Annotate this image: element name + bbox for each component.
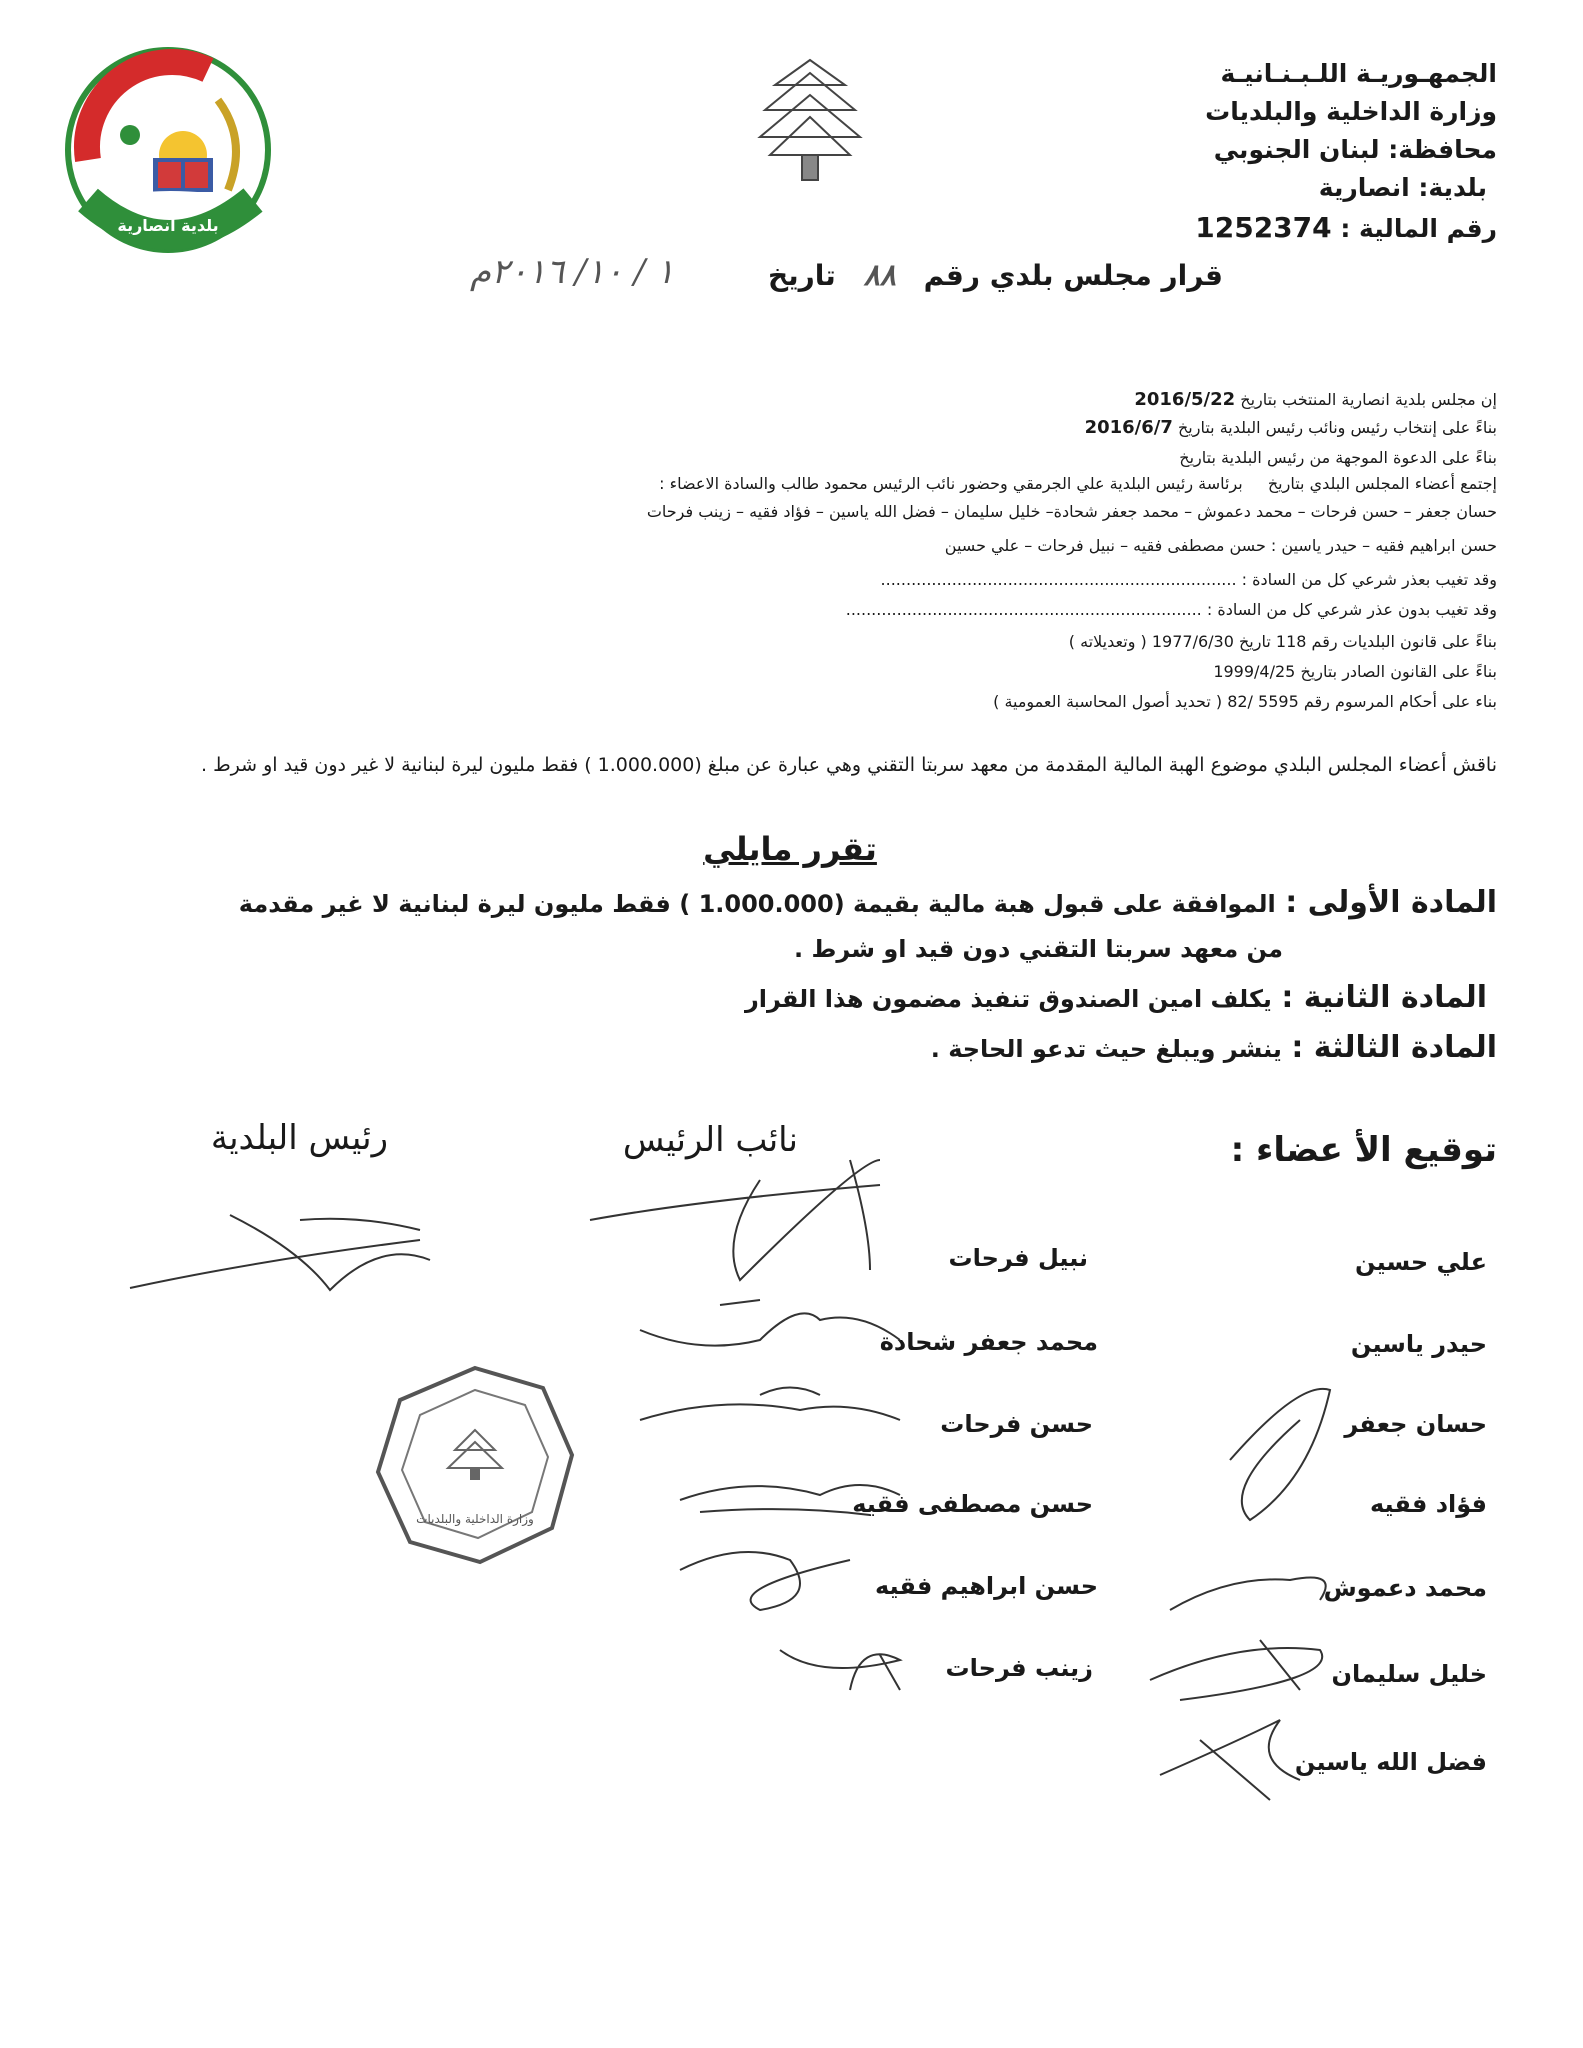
member-name: حسن ابراهيم فقيه	[874, 1572, 1098, 1600]
member-name: محمد جعفر شحادة	[879, 1328, 1098, 1356]
stamp-text: وزارة الداخلية والبلديات	[416, 1512, 534, 1526]
decision-title-prefix: قرار مجلس بلدي رقم	[923, 259, 1223, 292]
member-name: نبيل فرحات	[948, 1244, 1088, 1272]
deputy-signature	[590, 1160, 880, 1280]
finance-number: 1252374	[1195, 211, 1332, 244]
member-name: محمد دعموش	[1323, 1574, 1487, 1602]
attendees-line-2: حسن ابراهيم فقيه – حيدر ياسين : حسن مصطفى فقيه – نبيل فرحات – علي حسين	[944, 536, 1497, 555]
legal-basis-2: بناءً على القانون الصادر بتاريخ 1999/4/25	[1213, 662, 1497, 681]
signature-mark	[680, 1552, 850, 1610]
signature-mark	[1150, 1640, 1322, 1700]
signature-mark	[680, 1485, 900, 1515]
absent-unexcused: وقد تغيب بدون عذر شرعي كل من السادة : ......................................................................	[845, 600, 1497, 619]
legal-basis-1: بناءً على قانون البلديات رقم 118 تاريخ 1977/6/30 ( وتعديلاته )	[1068, 632, 1497, 651]
preamble-line-3: بناءً على الدعوة الموجهة من رئيس البلدية بتاريخ	[1179, 448, 1497, 467]
member-name: حيدر ياسين	[1350, 1330, 1487, 1358]
member-name: زينب فرحات	[945, 1654, 1093, 1682]
article-third-label: المادة الثالثة :	[1291, 1030, 1497, 1065]
discussion-paragraph: ناقش أعضاء المجلس البلدي موضوع الهبة المالية المقدمة من معهد سربتا التقني وهي عبارة عن مبلغ (1.000.000 ) فقط مليون ليرة لبنانية لا غير دون قيد او شرط .	[201, 754, 1497, 776]
member-name: حسان جعفر	[1344, 1410, 1487, 1438]
official-stamp	[370, 1360, 580, 1570]
member-name: حسن فرحات	[940, 1410, 1093, 1438]
municipality-name: بلدية: انصارية	[1318, 173, 1487, 202]
article-first-cont: من معهد سربتا التقني دون قيد او شرط .	[794, 935, 1283, 963]
signature-mark	[640, 1300, 900, 1346]
governorate: محافظة: لبنان الجنوبي	[1213, 135, 1497, 164]
signature-mark	[1160, 1720, 1300, 1800]
resolution-heading: تقرر مايلي	[703, 830, 877, 868]
member-name: علي حسين	[1355, 1248, 1487, 1276]
decision-number: ٨٨	[863, 258, 896, 293]
preamble-line-2: بناءً على إنتخاب رئيس ونائب رئيس البلدية بتاريخ 2016/6/7	[1084, 417, 1497, 438]
republic-title: الجمهـوريـة اللـبـنـانيـة	[1220, 59, 1497, 88]
signature-mark	[780, 1650, 900, 1690]
member-name: حسن مصطفى فقيه	[852, 1490, 1093, 1518]
decision-date-label: تاريخ	[767, 259, 836, 292]
absent-excused: وقد تغيب بعذر شرعي كل من السادة : ......................................................................	[880, 570, 1497, 589]
mayor-signature	[130, 1215, 430, 1290]
article-third-text: ينشر ويبلغ حيث تدعو الحاجة .	[930, 1035, 1282, 1063]
finance-label: رقم المالية :	[1340, 214, 1497, 243]
article-second-text: يكلف امين الصندوق تنفيذ مضمون هذا القرار	[744, 985, 1272, 1013]
member-name: فضل الله ياسين	[1294, 1748, 1487, 1776]
stamp-seal-icon	[370, 1360, 580, 1570]
deputy-heading: نائب الرئيس	[622, 1120, 798, 1160]
signature-mark	[1230, 1389, 1330, 1520]
signature-mark	[1170, 1578, 1326, 1611]
article-second-label: المادة الثانية :	[1281, 980, 1487, 1015]
attendees-line-1: حسان جعفر – حسن فرحات – محمد دعموش – محمد جعفر شحادة– خليل سليمان – فضل الله ياسين – فؤاد فقيه – زينب فرحات	[646, 502, 1497, 521]
members-signature-heading: توقيع الأ عضاء :	[1230, 1130, 1497, 1170]
member-name: خليل سليمان	[1331, 1660, 1487, 1688]
preamble-line-1: إن مجلس بلدية انصارية المنتخب بتاريخ 2016/5/22	[1134, 389, 1497, 410]
article-first-text: الموافقة على قبول هبة مالية بقيمة (1.000.000 ) فقط مليون ليرة لبنانية لا غير مقدمة	[238, 890, 1276, 918]
decision-date: ١ / ١٠/ ٢٠١٦م	[470, 252, 675, 292]
logo-text: بلدية انصارية	[117, 216, 219, 235]
article-first-label: المادة الأولى :	[1285, 885, 1497, 920]
member-name: فؤاد فقيه	[1370, 1490, 1487, 1518]
mayor-heading: رئيس البلدية	[210, 1118, 388, 1158]
legal-basis-3: بناء على أحكام المرسوم رقم 5595 /82 ( تحديد أصول المحاسبة العمومية )	[993, 692, 1497, 711]
preamble-line-4: إجتمع أعضاء المجلس البلدي بتاريخ برئاسة رئيس البلدية علي الجرمقي وحضور نائب الرئيس محمود طالب والسادة الاعضاء :	[659, 474, 1497, 493]
signature-mark	[640, 1388, 900, 1421]
ministry-title: وزارة الداخلية والبلديات	[1205, 97, 1497, 126]
